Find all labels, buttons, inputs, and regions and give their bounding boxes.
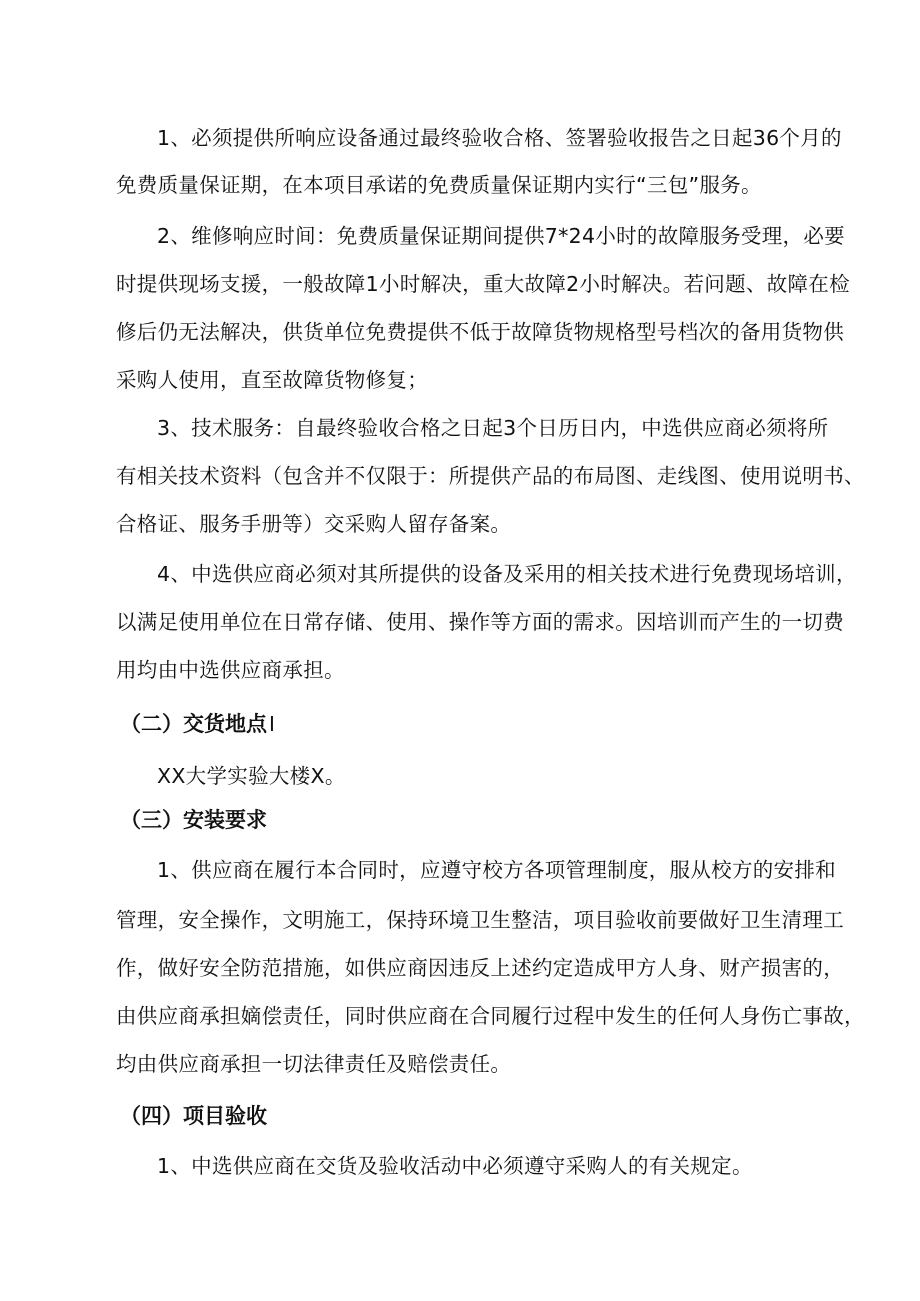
paragraph-line: 由供应商承担嫡偿责任，同时供应商在合同履行过程中发生的任何人身伤亡事故， (116, 1004, 865, 1028)
section-heading: （四）项目验收 (120, 1104, 267, 1128)
paragraph-line: 用均由中选供应商承担。 (116, 658, 345, 682)
paragraph-line: 作，做好安全防范措施，如供应商因违反上述约定造成甲方人身、财产损害的， (116, 956, 844, 980)
paragraph-line: 管理，安全操作，文明施工，保持环境卫生整洁，项目验收前要做好卫生清理工 (116, 908, 844, 932)
paragraph-line: 合格证、服务手册等）交采购人留存备案。 (116, 512, 512, 536)
section-heading (120, 714, 275, 735)
paragraph-line: 2、维修响应时间：免费质量保证期间提供7*24小时的故障服务受理，必要 (157, 224, 845, 248)
paragraph-line: 1、供应商在履行本合同时，应遵守校方各项管理制度，服从校方的安排和 (157, 858, 836, 882)
paragraph-line: 修后仍无法解决，供货单位免费提供不低于故障货物规格型号档次的备用货物供 (116, 320, 844, 344)
section-heading: （三）安装要求 (120, 808, 267, 832)
paragraph-line: XX大学实验大楼X。 (157, 764, 346, 788)
paragraph-line: 免费质量保证期，在本项目承诺的免费质量保证期内实行“三包”服务。 (116, 173, 762, 197)
paragraph-line: 以满足使用单位在日常存储、使用、操作等方面的需求。因培训而产生的一切费 (116, 610, 844, 634)
paragraph-line: 采购人使用，直至故障货物修复； (116, 368, 428, 392)
section-heading-text: （二）交货地点 (120, 712, 267, 736)
text-cursor-icon: I (269, 712, 275, 736)
paragraph-line: 有相关技术资料（包含并不仅限于：所提供产品的布局图、走线图、使用说明书、 (116, 464, 865, 488)
paragraph-line: 均由供应商承担一切法律责任及赔偿责任。 (116, 1052, 512, 1076)
paragraph-line: 3、技术服务：自最终验收合格之日起3个日历日内，中选供应商必须将所 (157, 416, 829, 440)
paragraph-line: 4、中选供应商必须对其所提供的设备及采用的相关技术进行免费现场培训， (157, 562, 857, 586)
paragraph-line: 1、必须提供所响应设备通过最终验收合格、签署验收报告之日起36个月的 (157, 126, 842, 150)
paragraph-line: 时提供现场支援，一般故障1小时解决，重大故障2小时解决。若问题、故障在检 (116, 272, 850, 296)
paragraph-line: 1、中选供应商在交货及验收活动中必须遵守采购人的有关规定。 (157, 1154, 753, 1178)
